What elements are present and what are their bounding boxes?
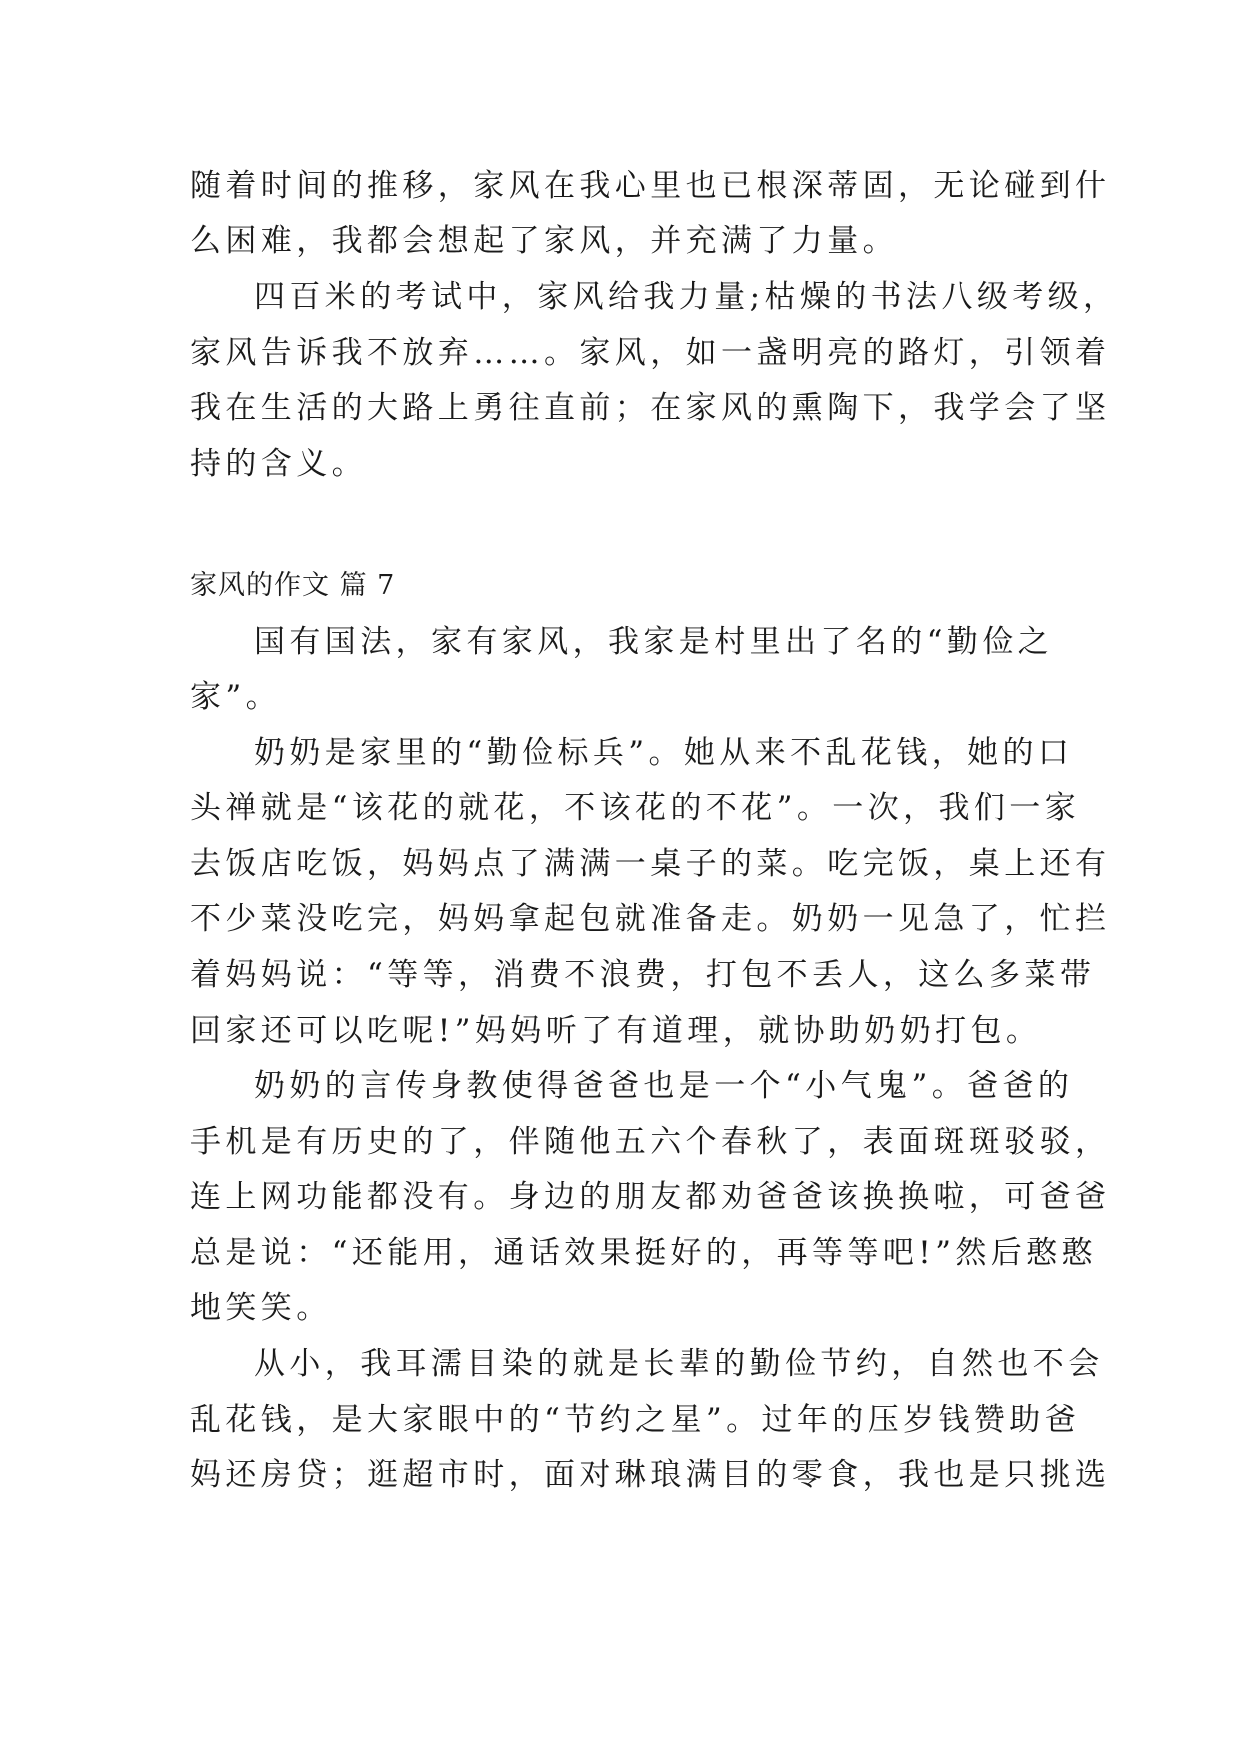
text-line: 家”。	[190, 679, 282, 715]
text-line: 总是说：“还能用，通话效果挺好的，再等等吧!”然后憨憨	[190, 1235, 1097, 1271]
paragraph-first-line: 奶奶的言传身教使得爸爸也是一个“小气鬼”。爸爸的	[254, 1068, 1074, 1104]
paragraph-first-line: 国有国法，家有家风，我家是村里出了名的“勤俭之	[254, 624, 1054, 660]
text-line: 乱花钱，是大家眼中的“节约之星”。过年的压岁钱赞助爸	[190, 1402, 1081, 1438]
text-line: 家风告诉我不放弃……。家风，如一盏明亮的路灯，引领着	[190, 335, 1111, 371]
text-line: 去饭店吃饭，妈妈点了满满一桌子的菜。吃完饭，桌上还有	[190, 846, 1111, 882]
text-line: 手机是有历史的了，伴随他五六个春秋了，表面斑斑驳驳，	[190, 1124, 1111, 1160]
text-line: 头禅就是“该花的就花，不该花的不花”。一次，我们一家	[190, 790, 1081, 826]
text-line: 持的含义。	[190, 446, 367, 482]
paragraph-first-line: 从小，我耳濡目染的就是长辈的勤俭节约，自然也不会	[254, 1346, 1104, 1382]
text-line: 回家还可以吃呢!”妈妈听了有道理，就协助奶奶打包。	[190, 1013, 1042, 1049]
text-line: 妈还房贷；逛超市时，面对琳琅满目的零食，我也是只挑选	[190, 1457, 1111, 1493]
paragraph-first-line: 奶奶是家里的“勤俭标兵”。她从来不乱花钱，她的口	[254, 735, 1074, 771]
paragraph-first-line: 四百米的考试中，家风给我力量;枯燥的书法八级考级，	[254, 279, 1119, 315]
text-line: 么困难，我都会想起了家风，并充满了力量。	[190, 223, 898, 259]
text-line: 连上网功能都没有。身边的朋友都劝爸爸该换换啦，可爸爸	[190, 1179, 1111, 1215]
section-heading: 家风的作文 篇 7	[190, 570, 396, 601]
text-line: 随着时间的推移，家风在我心里也已根深蒂固，无论碰到什	[190, 168, 1111, 204]
text-line: 地笑笑。	[190, 1290, 332, 1326]
text-line: 着妈妈说：“等等，消费不浪费，打包不丢人，这么多菜带	[190, 957, 1096, 993]
text-line: 不少菜没吃完，妈妈拿起包就准备走。奶奶一见急了，忙拦	[190, 901, 1111, 937]
text-line: 我在生活的大路上勇往直前；在家风的熏陶下，我学会了坚	[190, 390, 1111, 426]
